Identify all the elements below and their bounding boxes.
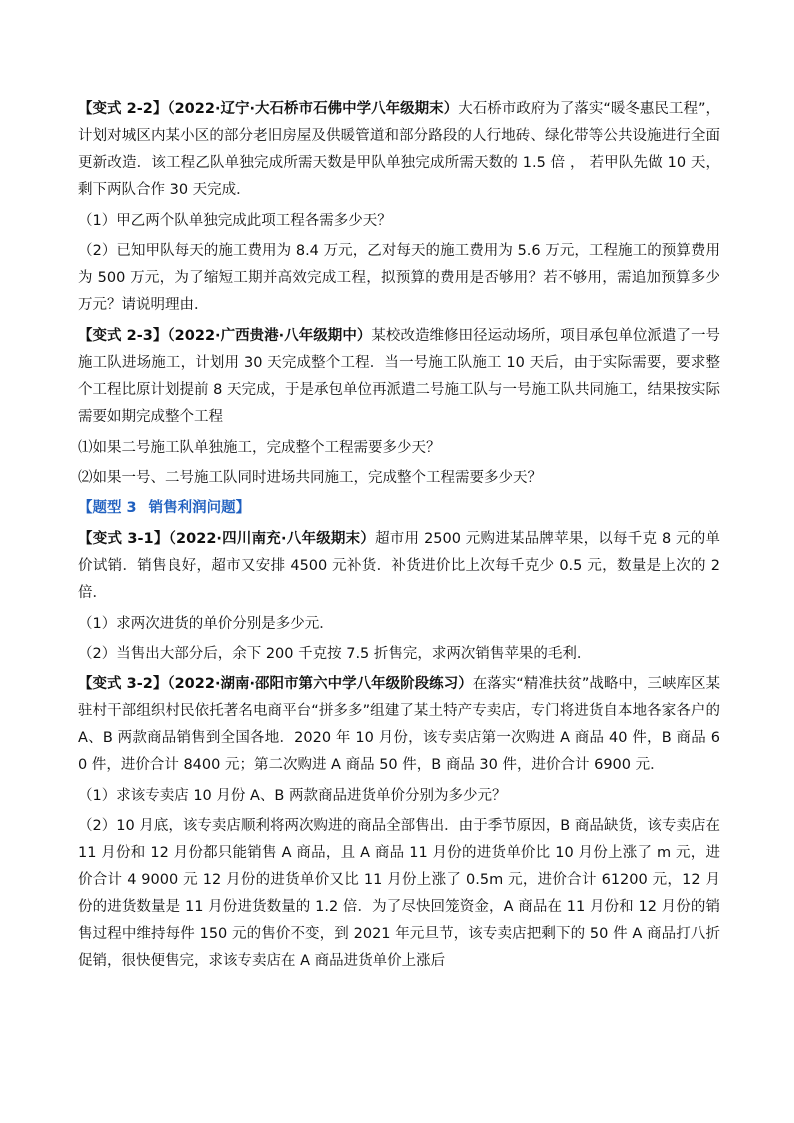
section-label: 【题型 3 xyxy=(78,500,137,516)
problem-text: 大石桥市政府为了落实“暖冬惠民工程”，计划对城区内某小区的部分老旧房屋及供暖管道和部分路段的人行地砖、绿化带等公共设施进行全面更新改造．该工程乙队单独完成所需天数是甲队单独完成所需天数的 1.5 倍 ， 若甲队先做 10 天，剩下两队合作 30 天完成． xyxy=(78,101,720,198)
problem-source: （2022·湖南·邵阳市第六中学八年级阶段练习） xyxy=(167,676,473,692)
problem-text: 在落实“精准扶贫”战略中，三峡库区某驻村干部组织村民依托著名电商平台“拼多多”组建了某土特产专卖店，专门将进货自本地各家各户的 A、B 两款商品销售到全国各地．2020 年 10 月份，该专卖店第一次购进 A 商品 40 件，B 商品 60 件，进价合计 8400 元；第二次购进 A 商品 50 件，B 商品 30 件，进价合计 6900 元． xyxy=(78,676,720,773)
problem-text: 超市用 2500 元购进某品牌苹果，以每千克 8 元的单价试销．销售良好，超市又安排 4500 元补货．补货进价比上次每千克少 0.5 元，数量是上次的 2 倍． xyxy=(78,531,721,601)
problem-2-3-question-1: ⑴如果二号施工队单独施工，完成整个工程需要多少天？ xyxy=(78,440,441,456)
problem-3-2-stem xyxy=(78,671,720,783)
problem-2-2-question-2: （2）已知甲队每天的施工费用为 8.4 万元，乙对每天的施工费用为 5.6 万元，工程施工的预算费用为 500 万元，为了缩短工期并高效完成工程，拟预算的费用是否够用？若不够用，需追加预算多少万元？请说明理由． xyxy=(78,243,720,313)
problem-source: （2022·广西贵港·八年级期中） xyxy=(167,328,372,344)
problem-2-3-stem xyxy=(78,323,720,435)
problem-3-2-question-2: （2）10 月底，该专卖店顺利将两次购进的商品全部售出．由于季节原因，B 商品缺货，该专卖店在 11 月份和 12 月份都只能销售 A 商品，且 A 商品 11 月份的进货单价比 10 月份上涨了 m 元，进价合计 4 9000 元 12 月份的进货单价又比 11 月份上涨了 0.5m 元，进价合计 61200 元，12 月份的进货数量是 11 月份进货数量的 1.2 倍．为了尽快回笼资金，A 商品在 11 月份和 12 月份的销售过程中维持每件 150 元的售价不变，到 2021 年元旦节，该专卖店把剩下的 50 件 A 商品打八折促销，很快便售完，求该专卖店在 A 商品进货单价上涨后 xyxy=(78,818,720,969)
problem-3-1-stem xyxy=(78,526,720,611)
problem-3-1-question-2: （2）当售出大部分后，余下 200 千克按 7.5 折售完，求两次销售苹果的毛利． xyxy=(78,646,592,662)
document-body xyxy=(78,96,720,979)
problem-tag: 【变式 2-3】 xyxy=(78,328,168,344)
problem-source: （2022·辽宁·大石桥市石佛中学八年级期末） xyxy=(167,101,459,117)
problem-text: 某校改造维修田径运动场所，项目承包单位派遣了一号施工队进场施工，计划用 30 天完成整个工程．当一号施工队施工 10 天后，由于实际需要，要求整个工程比原计划提前 8 天完成，于是承包单位再派遣二号施工队与一号施工队共同施工，结果按实际需要如期完成整个工程 xyxy=(78,328,721,425)
problem-source: （2022·四川南充·八年级期末） xyxy=(168,531,376,547)
problem-tag: 【变式 2-2】 xyxy=(78,101,168,117)
section-name: 销售利润问题】 xyxy=(148,500,251,516)
problem-3-2-question-1: （1）求该专卖店 10 月份 A、B 两款商品进货单价分别为多少元？ xyxy=(78,788,507,804)
problem-2-2-stem xyxy=(78,96,720,208)
problem-2-2-question-1: （1）甲乙两个队单独完成此项工程各需多少天？ xyxy=(78,213,392,229)
problem-2-3-question-2: ⑵如果一号、二号施工队同时进场共同施工，完成整个工程需要多少天？ xyxy=(78,470,542,486)
problem-3-1-question-1: （1）求两次进货的单价分别是多少元． xyxy=(78,616,334,632)
problem-tag: 【变式 3-1】 xyxy=(78,531,169,547)
section-heading xyxy=(78,495,720,526)
problem-tag: 【变式 3-2】 xyxy=(78,676,168,692)
